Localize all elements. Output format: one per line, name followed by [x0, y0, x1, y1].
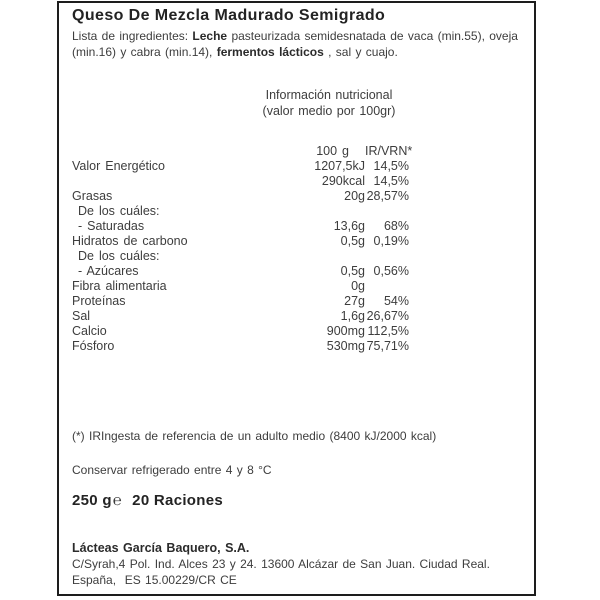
ingredient-ferments: fermentos lácticos [216, 45, 324, 59]
nutrition-heading-line2: (valor medio por 100gr) [262, 104, 396, 118]
nutrient-ir: 68% [383, 219, 409, 233]
nutrition-row [72, 279, 417, 294]
nutrient-amount: 0,5g [340, 234, 365, 248]
product-title: Queso De Mezcla Madurado Semigrado [72, 7, 386, 24]
nutrient-ir: 75,71% [366, 339, 409, 353]
nutrient-label: Proteínas [72, 294, 126, 308]
product-label-panel [57, 1, 536, 596]
nutrient-label: Sal [72, 309, 91, 323]
nutrient-label: Valor Energético [72, 159, 165, 173]
nutrient-label: Fibra alimentaria [72, 279, 167, 293]
nutrient-amount: 1,6g [340, 309, 365, 323]
nutrition-row [72, 309, 417, 324]
nutrition-row [72, 339, 417, 354]
nutrient-label: Grasas [72, 189, 113, 203]
nutrient-ir: 28,57% [366, 189, 409, 203]
nutrient-amount: 27g [344, 294, 365, 308]
nutrient-label: Fósforo [72, 339, 115, 353]
nutrient-ir: 112,5% [367, 324, 409, 338]
reference-intake-footnote: (*) IRIngesta de referencia de un adulto medio (8400 kJ/2000 kcal) [72, 429, 437, 443]
column-header-ir-vrn: IR/VRN* [365, 144, 413, 158]
nutrition-row [72, 204, 417, 219]
nutrient-label: Hidratos de carbono [72, 234, 188, 248]
manufacturer-block [72, 540, 490, 588]
nutrient-amount: 13,6g [333, 219, 365, 233]
nutrition-row [72, 219, 417, 234]
nutrient-ir [365, 204, 409, 219]
ingredients-text [72, 28, 518, 60]
manufacturer-address-line2: España, ES 15.00229/CR CE [72, 573, 237, 587]
storage-instructions: Conservar refrigerado entre 4 y 8 °C [72, 463, 272, 477]
nutrient-amount: 290kcal [321, 174, 365, 188]
nutrient-label: De los cuáles: [78, 204, 160, 218]
column-header-empty [72, 144, 279, 159]
nutrition-row [72, 159, 417, 174]
ingredients-line2-end: , sal y cuajo. [323, 45, 398, 59]
nutrient-label: Calcio [72, 324, 107, 338]
nutrient-amount [279, 204, 365, 219]
manufacturer-name: Lácteas García Baquero, S.A. [72, 541, 250, 555]
nutrient-ir: 14,5% [373, 159, 409, 173]
nutrient-label: - Saturadas [78, 219, 145, 233]
nutrient-ir: 26,67% [366, 309, 409, 323]
nutrient-amount: 20g [344, 189, 365, 203]
ingredients-line1-rest: pasteurizada semidesnatada de vaca (min.55), oveja [227, 29, 518, 43]
nutrient-ir [365, 279, 409, 294]
nutrition-row [72, 189, 417, 204]
nutrition-row [72, 324, 417, 339]
nutrient-amount: 0g [351, 279, 365, 293]
nutrient-label: De los cuáles: [78, 249, 160, 263]
net-weight-servings [72, 492, 223, 509]
nutrient-amount: 530mg [326, 339, 365, 353]
estimated-sign: ℮ [112, 492, 123, 509]
nutrient-amount: 1207,5kJ [314, 159, 365, 173]
nutrient-amount: 0,5g [340, 264, 365, 278]
nutrient-ir: 0,56% [373, 264, 409, 278]
ingredients-line2-start: (min.16) y cabra (min.14), [72, 45, 217, 59]
servings-count: 20 Raciones [132, 492, 224, 509]
nutrition-row [72, 294, 417, 309]
nutrient-label [72, 174, 279, 189]
nutrient-amount: 900mg [326, 324, 365, 338]
nutrition-table [72, 144, 417, 354]
column-header-amount: 100 g [316, 144, 349, 158]
nutrition-heading-line1: Información nutricional [265, 88, 393, 102]
nutrient-amount [279, 249, 365, 264]
ingredients-prefix: Lista de ingredientes: [72, 29, 193, 43]
nutrition-row [72, 264, 417, 279]
nutrient-ir [365, 249, 409, 264]
nutrient-ir: 14,5% [373, 174, 409, 188]
nutrition-row [72, 174, 417, 189]
nutrient-ir: 54% [383, 294, 409, 308]
nutrient-label: - Azúcares [78, 264, 139, 278]
manufacturer-address-line1: C/Syrah,4 Pol. Ind. Alces 23 y 24. 13600 Alcázar de San Juan. Ciudad Real. [72, 557, 490, 571]
nutrient-ir: 0,19% [373, 234, 409, 248]
nutrition-row [72, 234, 417, 249]
net-weight: 250 g [72, 492, 112, 509]
nutrition-heading [209, 87, 449, 119]
nutrition-table-header [72, 144, 417, 159]
nutrition-row [72, 249, 417, 264]
ingredient-milk: Leche [192, 29, 228, 43]
